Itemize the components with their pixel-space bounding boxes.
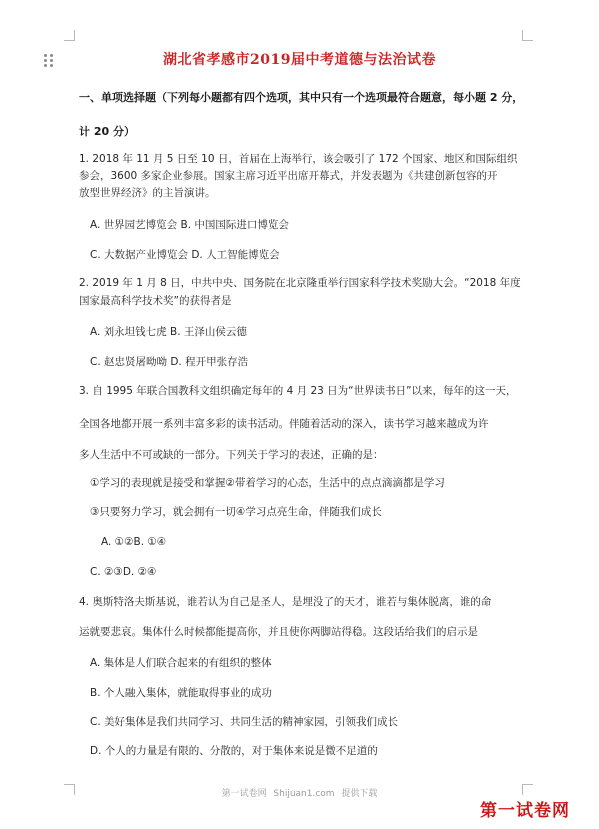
section-heading-line-1: 一、单项选择题（下列每小题都有四个选项，其中只有一个选项最符合题意，每小题 2 分，: [79, 91, 524, 104]
q4-option-b: B. 个人融入集体，就能取得事业的成功: [90, 687, 272, 699]
q2-option-ab: A. 刘永坦钱七虎 B. 王泽山侯云德: [90, 326, 247, 338]
q1-stem-line-1: 1. 2018 年 11 月 5 日至 10 日，首届在上海举行，该会吸引了 172 个国家、地区和国际组织: [79, 153, 518, 165]
q4-stem-line-2: 运就要悲哀。集体什么时候都能提高你，并且使你两脚站得稳。这段话给我们的启示是: [79, 626, 478, 638]
q1-option-cd: C. 大数据产业博览会 D. 人工智能博览会: [90, 249, 280, 261]
q4-stem-line-1: 4. 奥斯特洛夫斯基说，谁若认为自己是圣人，是埋没了的天才，谁若与集体脱离，谁的命: [79, 596, 492, 608]
q3-statement-1-2: ①学习的表现就是接受和掌握②带着学习的心态，生活中的点点滴滴都是学习: [90, 477, 445, 489]
q3-stem-line-3: 多人生活中不可或缺的一部分。下列关于学习的表述，正确的是：: [79, 449, 384, 461]
q3-stem-line-1: 3. 自 1995 年联合国教科文组织确定每年的 4 月 23 日为“世界读书日”以来，每年的这一天，: [79, 385, 517, 397]
q4-option-d: D. 个人的力量是有限的、分散的，对于集体来说是微不足道的: [90, 745, 378, 757]
crop-mark-top-right: [522, 30, 533, 41]
q1-option-ab: A. 世界园艺博览会 B. 中国国际进口博览会: [90, 219, 289, 231]
q3-option-ab: A. ①②B. ①④: [101, 536, 167, 548]
q4-option-c: C. 美好集体是我们共同学习、共同生活的精神家园，引领我们成长: [90, 716, 399, 728]
q1-stem-line-3: 放型世界经济》的主旨演讲。: [79, 187, 216, 199]
q4-option-a: A. 集体是人们联合起来的有组织的整体: [90, 657, 272, 669]
q3-stem-line-2: 全国各地都开展一系列丰富多彩的读书活动。伴随着活动的深入，读书学习越来越成为许: [79, 418, 489, 430]
q2-stem-line-1: 2. 2019 年 1 月 8 日，中共中央、国务院在北京隆重举行国家科学技术奖励大会。“2018 年度: [79, 277, 521, 289]
page-footer: 第一试卷网 Shijuan1.com 提供下载: [221, 789, 378, 799]
q1-stem-line-2: 参会，3600 多家企业参展。国家主席习近平出席开幕式，并发表题为《共建创新包容的开: [79, 170, 498, 182]
brand-watermark: 第一试卷网: [480, 801, 570, 821]
crop-mark-top-left: [64, 30, 75, 41]
section-heading-line-2: 计 20 分）: [79, 125, 135, 138]
q3-statement-3-4: ③只要努力学习，就会拥有一切④学习点亮生命，伴随我们成长: [90, 506, 382, 518]
q2-option-cd: C. 赵忠贤屠呦呦 D. 程开甲张存浩: [90, 356, 249, 368]
q2-stem-line-2: 国家最高科学技术奖”的获得者是: [79, 295, 232, 307]
document-title: 湖北省孝感市2019届中考道德与法治试卷: [163, 52, 436, 68]
q3-option-cd: C. ②③D. ②④: [90, 566, 157, 578]
